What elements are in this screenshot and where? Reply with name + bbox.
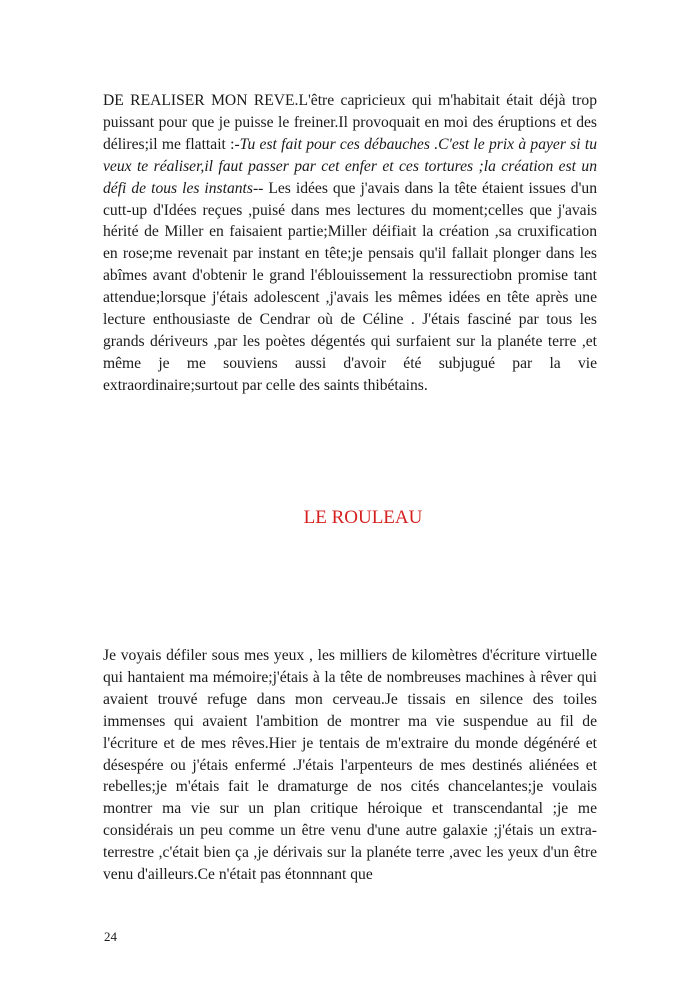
section-heading: LE ROULEAU — [303, 507, 423, 528]
paragraph-1-italic-quote: Tu est fait pour ces débauches .C'est le prix à payer si tu veux te réaliser,il faut passer par cet enfer et ces tortures ;la création est un défi de tous les instants — [103, 135, 597, 197]
page-number: 24 — [104, 929, 117, 944]
paragraph-1 — [103, 90, 597, 397]
paragraph-1-text-end: -- Les idées que j'avais dans la tête étaient issues d'un cutt-up d'Idées reçues ,puisé dans mes lectures du moment;celles que j'avais hérité de Miller en faisaient partie;Miller déifiait la création ,sa cruxification en rose;me revenait par instant en tête;je pensais qu'il fallait plonger dans les abîmes avant d'obtenir le grand l'éblouissement la ressurectiobn promise tant attendue;lorsque j'étais adolescent ,j'avais les mêmes idées en tête après une lecture enthousiaste de Cendrar où de Céline . J'étais fasciné par tous les grands dériveurs ,par les poètes dégentés qui surfaient sur la planéte terre ,et même je me souviens aussi d'avoir été subjugué par la vie extraordinaire;surtout par celle des saints thibétains. — [103, 179, 597, 394]
paragraph-1-text-start: DE REALISER MON REVE.L'être capricieux qui m'habitait était déjà trop puissant pour que je puisse le freiner.Il provoquait en moi des éruptions et des délires;il me flattait :- — [103, 92, 597, 153]
paragraph-2: Je voyais défiler sous mes yeux , les milliers de kilomètres d'écriture virtuelle qui hantaient ma mémoire;j'étais à la tête de nombreuses machines à rêver qui avaient trouvé refuge dans mon cerveau.Je tissais en silence des toiles immenses qui avaient l'ambition de montrer ma vie suspendue au fil de l'écriture et de mes rêves.Hier je tentais de m'extraire du monde dégénéré et désespére ou j'étais enfermé .J'étais l'arpenteurs de mes destinés aliénées et rebelles;je m'étais fait le dramaturge de nos cités chancelantes;je voulais montrer ma vie sur un plan critique héroique et transcendantal ;je me considérais un peu comme un être venu d'une autre galaxie ;j'étais un extra-terrestre ,c'était bien ça ,je dérivais sur la planéte terre ,avec les yeux d'un être venu d'ailleurs.Ce n'était pas étonnnant que — [103, 647, 597, 884]
